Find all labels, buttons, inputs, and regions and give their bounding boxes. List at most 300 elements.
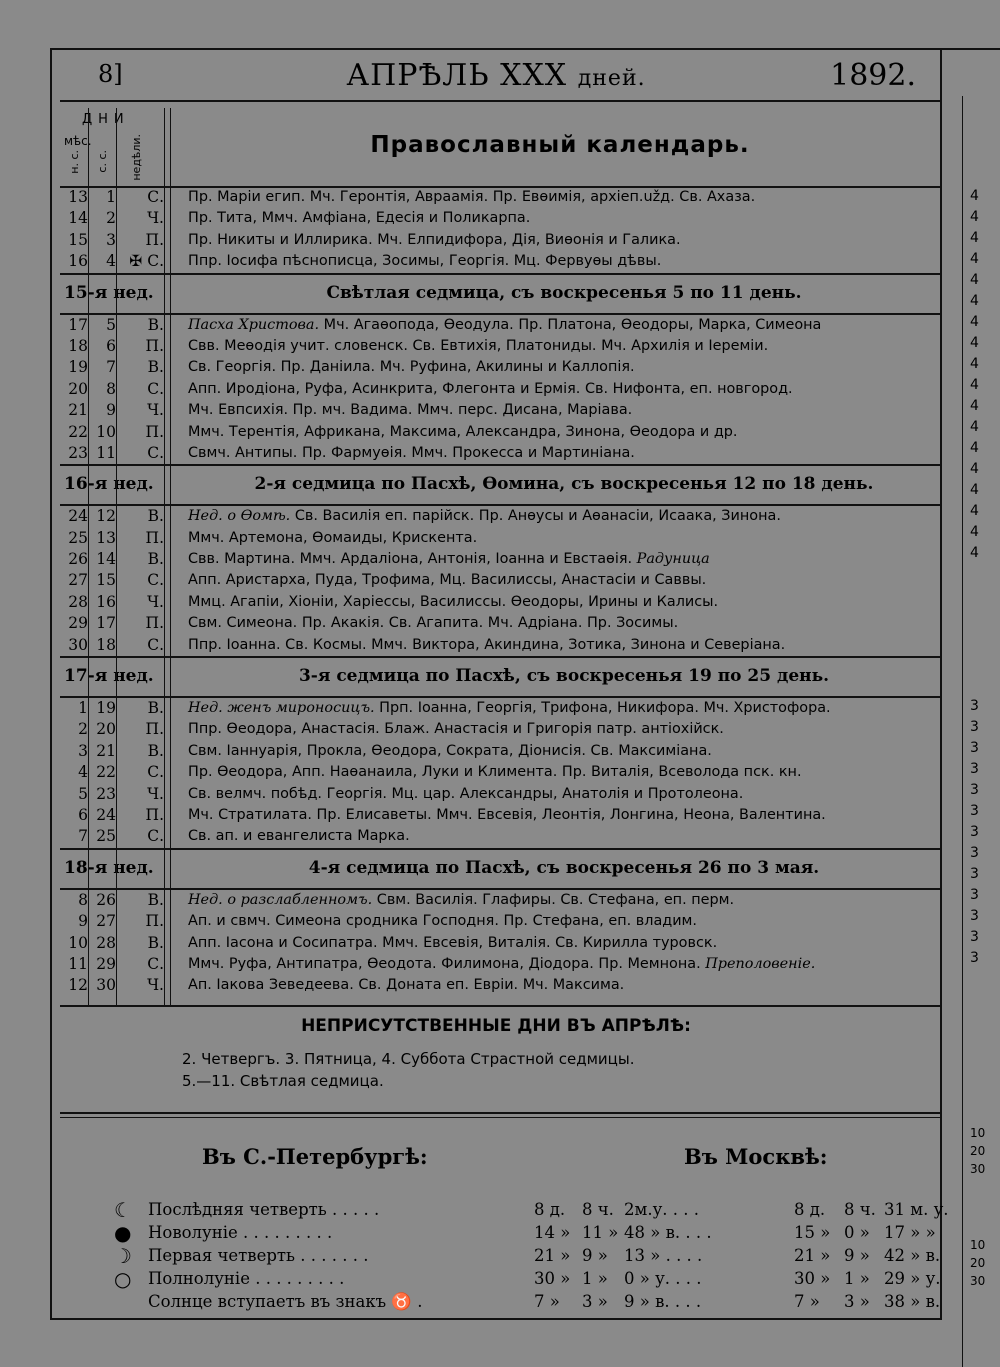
saints-text xyxy=(188,400,632,421)
feast-note: Преполовеніе. xyxy=(700,955,816,972)
week-title: 2-я седмица по Пасхѣ, Ѳомина, съ воскресенья 12 по 18 день. xyxy=(254,474,874,495)
side-number: 4 xyxy=(970,482,979,498)
calendar-row xyxy=(60,741,940,762)
weekday: Ч. xyxy=(147,976,164,995)
saints-list: Св. Георгія. Пр. Даніила. Мч. Руфина, Акилины и Каллопія. xyxy=(188,359,635,376)
day-new-style: 7 xyxy=(78,827,88,846)
side-number: 30 xyxy=(970,1274,986,1288)
calendar-row xyxy=(60,251,940,272)
moon-phase-icon: ● xyxy=(114,1221,132,1245)
saints-text xyxy=(188,208,530,229)
phase-value: 30 » xyxy=(794,1269,831,1288)
divider xyxy=(962,96,963,1367)
weekday: П. xyxy=(145,912,164,931)
day-old-style: 26 xyxy=(96,890,116,909)
moon-phase-row xyxy=(114,1267,941,1291)
saints-list: Свм. Іаннуарія, Прокла, Ѳеодора, Сократа, Діонисія. Св. Максиміана. xyxy=(188,742,712,759)
col-ss-label: с. с. xyxy=(96,150,109,173)
divider xyxy=(164,187,165,1007)
side-number: 4 xyxy=(970,230,979,246)
side-number: 3 xyxy=(970,782,979,798)
saints-list: Свв. Мартина. Ммч. Ардаліона, Антонія, Іоанна и Евстаѳія. xyxy=(188,551,633,568)
day-new-style: 14 xyxy=(68,209,88,228)
calendar-row xyxy=(60,762,940,783)
side-number: 4 xyxy=(970,314,979,330)
calendar-rows xyxy=(60,187,940,997)
calendar-row xyxy=(60,911,940,932)
weekday: С. xyxy=(147,954,164,973)
saints-text xyxy=(188,741,712,762)
day-new-style: 22 xyxy=(68,422,88,441)
saints-text xyxy=(188,357,635,378)
day-new-style: 4 xyxy=(78,763,88,782)
saints-text xyxy=(188,933,717,954)
saints-list: Ппр. Іосифа пѣснописца, Зосимы, Георгія. Мц. Фервуѳы дѣвы. xyxy=(188,253,662,270)
phase-value: 1 » xyxy=(844,1269,870,1288)
weekday: П. xyxy=(145,720,164,739)
day-new-style: 3 xyxy=(78,741,88,760)
col-ns-label: н. с. xyxy=(68,150,81,174)
weekday: П. xyxy=(145,422,164,441)
side-number: 3 xyxy=(970,887,979,903)
day-new-style: 15 xyxy=(68,230,88,249)
saints-text xyxy=(188,784,743,805)
phase-value: 8 д. xyxy=(534,1200,566,1219)
weekday: ✠ С. xyxy=(129,252,164,271)
weekday: В. xyxy=(147,933,164,952)
divider xyxy=(88,187,89,1007)
day-old-style: 1 xyxy=(106,188,116,206)
side-number: 3 xyxy=(970,866,979,882)
saints-list: Пр. Тита, Ммч. Амфіана, Едесія и Поликарпа. xyxy=(188,210,531,227)
divider xyxy=(170,108,171,188)
day-old-style: 28 xyxy=(96,933,116,952)
divider xyxy=(170,187,171,1007)
weekday: С. xyxy=(147,443,164,462)
side-number: 3 xyxy=(970,908,979,924)
phase-value: 21 » xyxy=(794,1246,831,1265)
phase-label: Солнце вступаетъ въ знакъ ♉ . xyxy=(148,1292,423,1311)
moon-phase-row xyxy=(114,1198,949,1222)
day-new-style: 17 xyxy=(68,315,88,334)
moon-phase-row xyxy=(114,1244,941,1268)
day-old-style: 21 xyxy=(96,741,116,760)
weekday: С. xyxy=(147,379,164,398)
weekday: С. xyxy=(147,571,164,590)
saints-list: Ммч. Терентія, Африкана, Максима, Александра, Зинона, Ѳеодора и др. xyxy=(188,423,738,440)
weekday: В. xyxy=(147,358,164,377)
phase-value: 13 » . . . . xyxy=(624,1246,703,1265)
saints-text xyxy=(188,506,781,527)
calendar-row xyxy=(60,805,940,826)
saints-list: Апп. Аристарха, Пуда, Трофима, Мц. Василиссы, Анастасіи и Саввы. xyxy=(188,572,707,589)
page-number: 8] xyxy=(98,60,123,88)
saints-text xyxy=(188,528,477,549)
divider xyxy=(942,48,1000,50)
side-number: 3 xyxy=(970,740,979,756)
saints-text xyxy=(188,890,734,911)
calendar-row xyxy=(60,443,940,464)
saints-list: Св. велмч. побѣд. Георгія. Мц. цар. Александры, Анатолія и Протолеона. xyxy=(188,785,744,802)
phase-label: Первая четверть . . . . . . . xyxy=(148,1246,369,1265)
phase-value: 9 » xyxy=(844,1246,870,1265)
saints-list: Пр. Ѳеодора, Апп. Наѳанаила, Луки и Климента. Пр. Виталія, Всеволода пск. кн. xyxy=(188,764,802,781)
weekday: Ч. xyxy=(147,209,164,228)
moon-phase-icon: ○ xyxy=(114,1267,132,1291)
day-new-style: 11 xyxy=(68,954,88,973)
phase-value: 0 » xyxy=(844,1223,870,1242)
side-number: 4 xyxy=(970,524,979,540)
day-new-style: 24 xyxy=(68,507,88,526)
weekday: П. xyxy=(145,805,164,824)
moon-phase-icon: ☾ xyxy=(114,1198,132,1222)
side-number: 3 xyxy=(970,824,979,840)
side-number: 3 xyxy=(970,929,979,945)
day-old-style: 5 xyxy=(106,315,116,334)
days-label: ДНИ xyxy=(82,112,130,127)
day-old-style: 16 xyxy=(96,592,116,611)
phase-value: 42 » в. xyxy=(884,1246,941,1265)
day-new-style: 29 xyxy=(68,614,88,633)
adjacent-page-edge xyxy=(958,88,1000,1367)
day-old-style: 17 xyxy=(96,614,116,633)
saints-text xyxy=(188,698,831,719)
feast-name: Нед. о Ѳомѣ. xyxy=(188,508,291,525)
phase-value: 9 » xyxy=(582,1246,608,1265)
calendar-row xyxy=(60,975,940,996)
saints-list: Ппр. Іоанна. Св. Космы. Ммч. Виктора, Акиндина, Зотика, Зинона и Северіана. xyxy=(188,636,786,653)
day-new-style: 25 xyxy=(68,528,88,547)
day-new-style: 1 xyxy=(78,699,88,718)
saints-text xyxy=(188,911,697,932)
day-new-style: 16 xyxy=(68,252,88,271)
feast-name: Нед. о разслабленномъ. xyxy=(188,891,373,908)
saints-list: Мч. Агаѳопода, Ѳеодула. Пр. Платона, Ѳеодоры, Марка, Симеона xyxy=(319,316,822,333)
divider xyxy=(88,108,89,188)
feast-name: Пасха Христова. xyxy=(188,316,320,333)
day-new-style: 23 xyxy=(68,443,88,462)
saints-list: Ап. и свмч. Симеона сродника Господня. Пр. Стефана, еп. владим. xyxy=(188,913,697,930)
saints-text xyxy=(188,826,410,847)
week-label: 15-я нед. xyxy=(64,282,154,303)
side-number: 3 xyxy=(970,761,979,777)
side-number: 20 xyxy=(970,1256,986,1270)
col-week-label: недѣли. xyxy=(130,134,143,181)
day-old-style: 13 xyxy=(96,528,116,547)
calendar-row xyxy=(60,315,940,336)
calendar-title: Православный календарь. xyxy=(370,132,750,158)
month-title xyxy=(52,58,940,93)
year: 1892. xyxy=(830,58,916,93)
calendar-row xyxy=(60,528,940,549)
phase-value: 17 » » xyxy=(884,1223,936,1242)
day-new-style: 13 xyxy=(68,188,88,206)
week-label: 16-я нед. xyxy=(64,474,154,495)
phase-value: 3 » xyxy=(844,1292,870,1311)
weekday: П. xyxy=(145,230,164,249)
week-title: 3-я седмица по Пасхѣ, съ воскресенья 19 по 25 день. xyxy=(298,666,830,687)
saints-text xyxy=(188,635,785,656)
day-old-style: 6 xyxy=(106,336,116,355)
day-old-style: 2 xyxy=(106,209,116,228)
day-old-style: 24 xyxy=(96,805,116,824)
day-new-style: 5 xyxy=(78,784,88,803)
week-label: 18-я нед. xyxy=(64,857,154,878)
weekday: С. xyxy=(147,188,164,206)
side-number: 4 xyxy=(970,440,979,456)
saints-text xyxy=(188,336,768,357)
phase-value: 11 » xyxy=(582,1223,619,1242)
calendar-row xyxy=(60,187,940,208)
spb-heading: Въ С.-Петербургѣ: xyxy=(202,1144,428,1169)
day-old-style: 7 xyxy=(106,358,116,377)
calendar-row xyxy=(60,698,940,719)
calendar-row xyxy=(60,336,940,357)
weekday: В. xyxy=(147,550,164,569)
weekday: П. xyxy=(145,336,164,355)
moscow-heading: Въ Москвѣ: xyxy=(684,1144,828,1169)
phase-value: 15 » xyxy=(794,1223,831,1242)
week-header xyxy=(60,273,940,315)
phase-value: 29 » у. xyxy=(884,1269,941,1288)
side-number: 4 xyxy=(970,419,979,435)
phase-value: 8 ч. xyxy=(582,1200,614,1219)
saints-text xyxy=(188,251,661,272)
day-old-style: 11 xyxy=(96,443,116,462)
side-number: 3 xyxy=(970,845,979,861)
moon-phase-row xyxy=(114,1292,941,1314)
week-title: Свѣтлая седмица, съ воскресенья 5 по 11 день. xyxy=(326,282,802,303)
day-old-style: 19 xyxy=(96,699,116,718)
day-old-style: 25 xyxy=(96,827,116,846)
saints-list: Св. ап. и евангелиста Марка. xyxy=(188,828,410,845)
phase-value: 7 » xyxy=(534,1292,560,1311)
side-number: 4 xyxy=(970,293,979,309)
day-new-style: 21 xyxy=(68,401,88,420)
week-header xyxy=(60,848,940,890)
weekday: С. xyxy=(147,827,164,846)
day-old-style: 18 xyxy=(96,635,116,654)
calendar-row xyxy=(60,506,940,527)
saints-list: Прп. Іоанна, Георгія, Трифона, Никифора. Мч. Христофора. xyxy=(374,700,831,717)
saints-text xyxy=(188,719,724,740)
phase-value: 2м.у. . . . xyxy=(624,1200,699,1219)
weekday: Ч. xyxy=(147,592,164,611)
calendar-row xyxy=(60,570,940,591)
phase-value: 38 » в. xyxy=(884,1292,941,1311)
weekday: П. xyxy=(145,528,164,547)
day-old-style: 4 xyxy=(106,252,116,271)
calendar-row xyxy=(60,592,940,613)
day-old-style: 10 xyxy=(96,422,116,441)
saints-text xyxy=(188,379,793,400)
side-number: 4 xyxy=(970,209,979,225)
day-old-style: 22 xyxy=(96,763,116,782)
page-header xyxy=(52,50,940,98)
holidays-line-1: 2. Четвергъ. 3. Пятница, 4. Суббота Страстной седмицы. xyxy=(182,1050,635,1068)
saints-text xyxy=(188,230,681,251)
day-old-style: 30 xyxy=(96,976,116,995)
day-old-style: 15 xyxy=(96,571,116,590)
weekday: В. xyxy=(147,890,164,909)
side-number: 3 xyxy=(970,803,979,819)
saints-list: Свв. Меѳодія учит. словенск. Св. Евтихія, Платониды. Мч. Архилія и Іереміи. xyxy=(188,337,769,354)
side-number: 4 xyxy=(970,335,979,351)
calendar-row xyxy=(60,826,940,847)
saints-list: Ммч. Артемона, Ѳомаиды, Крискента. xyxy=(188,529,478,546)
phase-value: 8 ч. xyxy=(844,1200,876,1219)
week-header xyxy=(60,464,940,506)
weekday: В. xyxy=(147,699,164,718)
divider xyxy=(60,1112,940,1114)
divider xyxy=(60,100,940,102)
side-number: 30 xyxy=(970,1162,986,1176)
weekday: Ч. xyxy=(147,401,164,420)
day-new-style: 8 xyxy=(78,890,88,909)
saints-text xyxy=(188,762,802,783)
calendar-row xyxy=(60,613,940,634)
day-old-style: 29 xyxy=(96,954,116,973)
phase-value: 30 » xyxy=(534,1269,571,1288)
phase-value: 3 » xyxy=(582,1292,608,1311)
moon-phase-row xyxy=(114,1223,934,1245)
weekday: П. xyxy=(145,614,164,633)
week-header xyxy=(60,656,940,698)
weekday: С. xyxy=(147,635,164,654)
calendar-row xyxy=(60,784,940,805)
saints-list: Пр. Маріи егип. Мч. Геронтія, Авраамія. Пр. Евѳимія, архіеп.užд. Св. Ахаза. xyxy=(188,189,756,205)
divider xyxy=(60,1005,940,1007)
side-number: 4 xyxy=(970,503,979,519)
saints-list: Ммч. Руфа, Антипатра, Ѳеодота. Филимона, Діодора. Пр. Мемнона. xyxy=(188,955,701,972)
saints-list: Апп. Иродіона, Руфа, Асинкрита, Флегонта и Ермія. Св. Нифонта, еп. новгород. xyxy=(188,380,793,397)
calendar-row xyxy=(60,549,940,570)
saints-text xyxy=(188,954,815,975)
calendar-row xyxy=(60,230,940,251)
phase-value: 7 » xyxy=(794,1292,820,1311)
weekday: В. xyxy=(147,315,164,334)
day-new-style: 12 xyxy=(68,976,88,995)
feast-name: Нед. женъ мироносицъ. xyxy=(188,700,375,717)
side-number: 4 xyxy=(970,356,979,372)
saints-list: Ммц. Агапіи, Хіоніи, Харіессы, Василиссы. Ѳеодоры, Ирины и Калисы. xyxy=(188,593,719,610)
phase-value: 0 » у. . . . xyxy=(624,1269,702,1288)
calendar-page xyxy=(50,48,949,1320)
holidays-title: НЕПРИСУТСТВЕННЫЕ ДНИ ВЪ АПРѢЛѢ: xyxy=(301,1016,691,1036)
saints-text xyxy=(188,187,755,208)
calendar-row xyxy=(60,379,940,400)
phase-value: 9 » в. . . . xyxy=(624,1292,702,1311)
calendar-row xyxy=(60,954,940,975)
saints-text xyxy=(188,805,826,826)
feast-note: Радуница xyxy=(632,551,710,568)
day-new-style: 27 xyxy=(68,571,88,590)
side-number: 4 xyxy=(970,272,979,288)
weekday: В. xyxy=(147,741,164,760)
saints-list: Мч. Евпсихія. Пр. мч. Вадима. Ммч. перс. Дисана, Маріава. xyxy=(188,402,633,419)
side-number: 4 xyxy=(970,545,979,561)
calendar-row xyxy=(60,208,940,229)
side-number: 20 xyxy=(970,1144,986,1158)
saints-text xyxy=(188,422,738,443)
side-number: 3 xyxy=(970,698,979,714)
side-number: 4 xyxy=(970,188,979,204)
saints-list: Свмч. Антипы. Пр. Фармуѳія. Ммч. Прокесса и Мартиніана. xyxy=(188,444,635,461)
moon-phase-icon: ☽ xyxy=(114,1244,132,1268)
calendar-row xyxy=(60,422,940,443)
day-old-style: 14 xyxy=(96,550,116,569)
week-label: 17-я нед. xyxy=(64,666,154,687)
saints-list: Свм. Василія. Глафиры. Св. Стефана, еп. перм. xyxy=(372,891,735,908)
day-old-style: 8 xyxy=(106,379,116,398)
month-cols-label: мѣс. xyxy=(64,134,92,148)
day-old-style: 27 xyxy=(96,912,116,931)
table-header xyxy=(60,106,940,184)
day-new-style: 6 xyxy=(78,805,88,824)
calendar-row xyxy=(60,635,940,656)
calendar-row xyxy=(60,357,940,378)
saints-list: Мч. Стратилата. Пр. Елисаветы. Ммч. Евсевія, Леонтія, Лонгина, Неона, Валентина. xyxy=(188,806,826,823)
saints-list: Апп. Іасона и Сосипатра. Ммч. Евсевія, Виталія. Св. Кирилла туровск. xyxy=(188,934,718,951)
saints-list: Пр. Никиты и Иллирика. Мч. Елпидифора, Дія, Виѳонія и Галика. xyxy=(188,231,681,248)
side-number: 3 xyxy=(970,950,979,966)
month-title-small: дней. xyxy=(577,66,646,91)
week-title: 4-я седмица по Пасхѣ, съ воскресенья 26 по 3 мая. xyxy=(308,857,820,878)
saints-text xyxy=(188,592,718,613)
calendar-row xyxy=(60,890,940,911)
day-old-style: 3 xyxy=(106,230,116,249)
month-title-main: АПРѢЛЬ XXX xyxy=(346,58,568,93)
phase-value: 48 » в. . . . xyxy=(624,1223,712,1242)
phase-value: 8 д. xyxy=(794,1200,826,1219)
side-number: 3 xyxy=(970,719,979,735)
side-number: 10 xyxy=(970,1126,986,1140)
weekday: Ч. xyxy=(147,784,164,803)
side-number: 4 xyxy=(970,377,979,393)
phase-value: 21 » xyxy=(534,1246,571,1265)
phase-label: Новолуніе . . . . . . . . . xyxy=(148,1223,333,1242)
phase-label: Послѣдняя четверть . . . . . xyxy=(148,1200,380,1219)
day-new-style: 30 xyxy=(68,635,88,654)
day-old-style: 20 xyxy=(96,720,116,739)
weekday: С. xyxy=(147,763,164,782)
calendar-row xyxy=(60,933,940,954)
saints-text xyxy=(188,443,635,464)
divider xyxy=(116,108,117,188)
side-number: 4 xyxy=(970,398,979,414)
weekday: В. xyxy=(147,507,164,526)
saints-list: Ппр. Ѳеодора, Анастасія. Блаж. Анастасія и Григорія патр. антіохійск. xyxy=(188,721,724,738)
saints-list: Св. Василія еп. парійск. Пр. Анѳусы и Аѳанасіи, Исаака, Зинона. xyxy=(290,508,781,525)
saints-text xyxy=(188,975,624,996)
day-new-style: 18 xyxy=(68,336,88,355)
saints-text xyxy=(188,549,710,570)
saints-text xyxy=(188,613,678,634)
day-new-style: 19 xyxy=(68,358,88,377)
day-new-style: 10 xyxy=(68,933,88,952)
side-number: 4 xyxy=(970,461,979,477)
calendar-row xyxy=(60,719,940,740)
saints-text xyxy=(188,315,821,336)
phase-value: 1 » xyxy=(582,1269,608,1288)
divider xyxy=(60,1117,940,1118)
day-old-style: 23 xyxy=(96,784,116,803)
day-new-style: 26 xyxy=(68,550,88,569)
day-new-style: 28 xyxy=(68,592,88,611)
saints-list: Ап. Іакова Зеведеева. Св. Доната еп. Евріи. Мч. Максима. xyxy=(188,977,625,994)
phase-label: Полнолуніе . . . . . . . . . xyxy=(148,1269,345,1288)
divider xyxy=(116,187,117,1007)
